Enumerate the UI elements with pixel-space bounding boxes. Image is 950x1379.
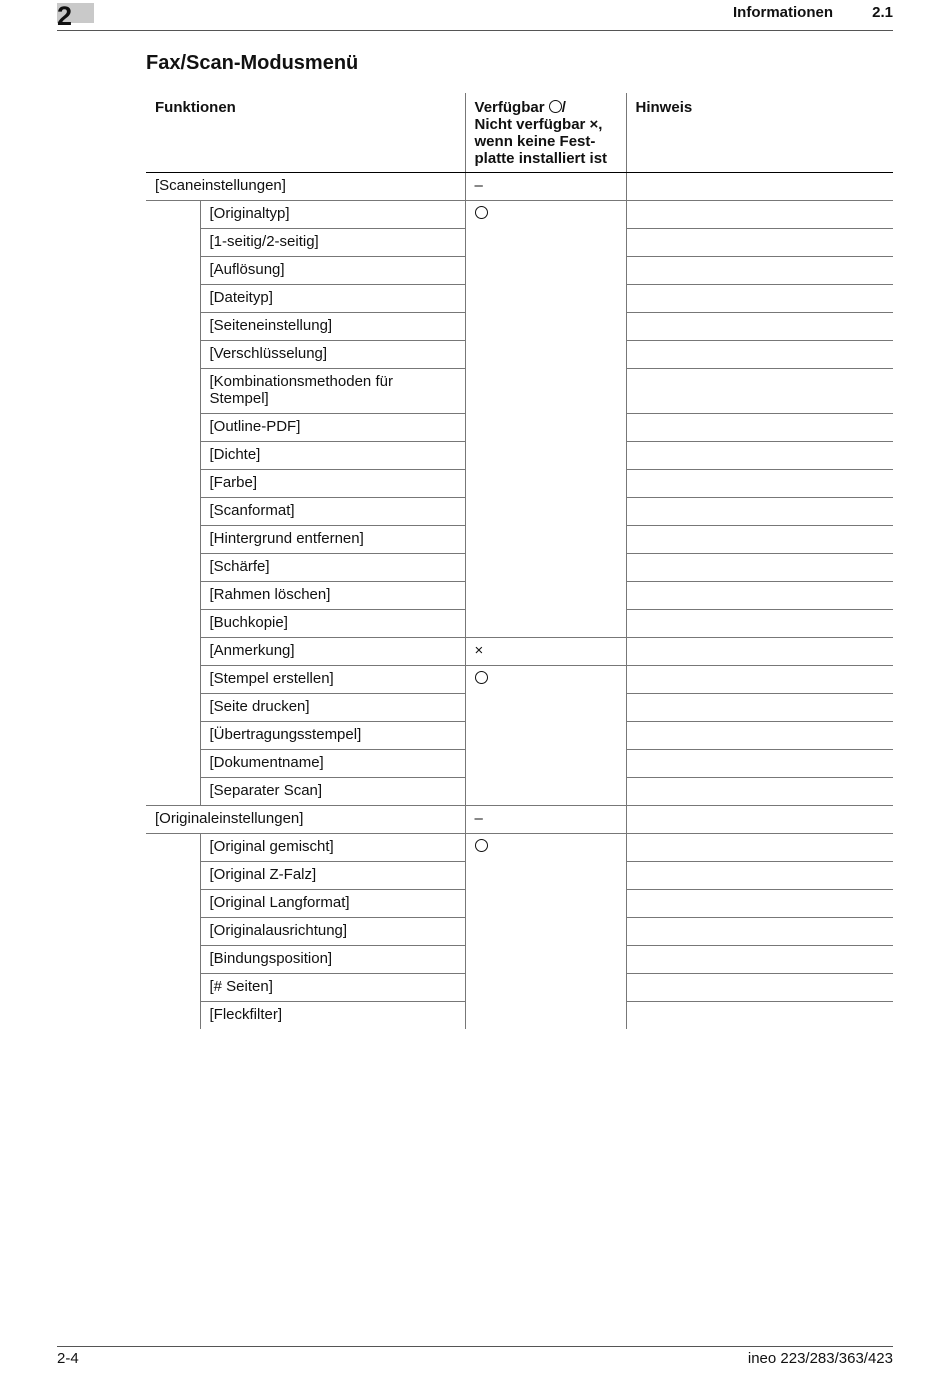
- circle-available-icon: [549, 100, 562, 113]
- header-slash: /: [561, 99, 566, 116]
- note-cell: [626, 778, 893, 806]
- note-cell: [626, 918, 893, 946]
- availability-cell: [465, 201, 626, 638]
- table-row: [146, 201, 893, 229]
- availability-cell: –: [465, 173, 626, 201]
- circle-available-icon: [475, 839, 488, 852]
- note-cell: [626, 750, 893, 778]
- note-cell: [626, 414, 893, 442]
- note-cell: [626, 946, 893, 974]
- group-label-scan-settings: [Scaneinstellungen]: [146, 173, 465, 201]
- note-cell: [626, 470, 893, 498]
- function-item: [Verschlüsselung]: [200, 341, 465, 369]
- circle-available-icon: [475, 671, 488, 684]
- function-item: [Schärfe]: [200, 554, 465, 582]
- availability-cell: –: [465, 806, 626, 834]
- function-item: [Übertragungsstempel]: [200, 722, 465, 750]
- function-item: [Bindungsposition]: [200, 946, 465, 974]
- indent-spacer: [146, 201, 200, 806]
- function-item: [Seite drucken]: [200, 694, 465, 722]
- note-cell: [626, 341, 893, 369]
- function-item: [Outline-PDF]: [200, 414, 465, 442]
- column-header-function: Funktionen: [146, 93, 465, 173]
- function-item: [Hintergrund entfernen]: [200, 526, 465, 554]
- header-title: Informationen: [733, 4, 833, 21]
- footer-page-number: 2-4: [57, 1350, 79, 1367]
- table-row: [146, 806, 893, 834]
- availability-cell: [465, 666, 626, 806]
- header-condition-line2: platte installiert ist: [474, 150, 608, 167]
- note-cell: [626, 722, 893, 750]
- function-item: [Farbe]: [200, 470, 465, 498]
- availability-cell: [465, 834, 626, 1030]
- function-item: [Dokumentname]: [200, 750, 465, 778]
- note-cell: [626, 229, 893, 257]
- note-cell: [626, 974, 893, 1002]
- function-item: [# Seiten]: [200, 974, 465, 1002]
- function-item: [1-seitig/2-seitig]: [200, 229, 465, 257]
- note-cell: [626, 201, 893, 229]
- page-header: [57, 0, 893, 31]
- circle-available-icon: [475, 206, 488, 219]
- function-item: [Dichte]: [200, 442, 465, 470]
- function-item: [Originaltyp]: [200, 201, 465, 229]
- note-cell: [626, 313, 893, 341]
- function-item: [Scanformat]: [200, 498, 465, 526]
- function-item: [Anmerkung]: [200, 638, 465, 666]
- note-cell: [626, 862, 893, 890]
- indent-spacer: [146, 834, 200, 1030]
- function-item: [Original Z-Falz]: [200, 862, 465, 890]
- column-header-availability: [465, 93, 626, 173]
- footer-product-name: ineo 223/283/363/423: [747, 1350, 893, 1367]
- note-cell: [626, 442, 893, 470]
- function-item: [Original gemischt]: [200, 834, 465, 862]
- function-item: [Buchkopie]: [200, 610, 465, 638]
- column-header-note: Hinweis: [626, 93, 893, 173]
- note-cell: [626, 694, 893, 722]
- note-cell: [626, 173, 893, 201]
- table-row: [146, 666, 893, 694]
- note-cell: [626, 257, 893, 285]
- table-header-row: [146, 93, 893, 173]
- note-cell: [626, 890, 893, 918]
- footer-divider: [57, 1346, 893, 1347]
- note-cell: [626, 610, 893, 638]
- group-label-original-settings: [Originaleinstellungen]: [146, 806, 465, 834]
- page-title: Fax/Scan-Modusmenü: [146, 52, 359, 74]
- note-cell: [626, 638, 893, 666]
- function-item: [Stempel erstellen]: [200, 666, 465, 694]
- function-item: [Auflösung]: [200, 257, 465, 285]
- note-cell: [626, 806, 893, 834]
- note-cell: [626, 666, 893, 694]
- note-cell: [626, 582, 893, 610]
- chapter-number: 2: [57, 1, 73, 31]
- note-cell: [626, 526, 893, 554]
- header-available-label: Verfügbar: [474, 99, 545, 116]
- table-row: [146, 173, 893, 201]
- function-item: [Original Langformat]: [200, 890, 465, 918]
- function-item: [Seiteneinstellung]: [200, 313, 465, 341]
- note-cell: [626, 554, 893, 582]
- note-cell: [626, 285, 893, 313]
- table-row: [146, 638, 893, 666]
- function-item: [Kombinationsmethoden für Stempel]: [200, 369, 465, 414]
- header-condition-line1: wenn keine Fest-: [474, 133, 596, 150]
- table-row: [146, 834, 893, 862]
- note-cell: [626, 369, 893, 414]
- function-item: [Dateityp]: [200, 285, 465, 313]
- header-section: 2.1: [872, 4, 893, 21]
- function-item: [Originalausrichtung]: [200, 918, 465, 946]
- note-cell: [626, 1002, 893, 1030]
- function-item: [Separater Scan]: [200, 778, 465, 806]
- function-table: [146, 93, 893, 1029]
- function-item: [Rahmen löschen]: [200, 582, 465, 610]
- availability-cell: ×: [465, 638, 626, 666]
- function-item: [Fleckfilter]: [200, 1002, 465, 1030]
- header-unavailable-label: Nicht verfügbar ×,: [474, 116, 603, 133]
- note-cell: [626, 498, 893, 526]
- note-cell: [626, 834, 893, 862]
